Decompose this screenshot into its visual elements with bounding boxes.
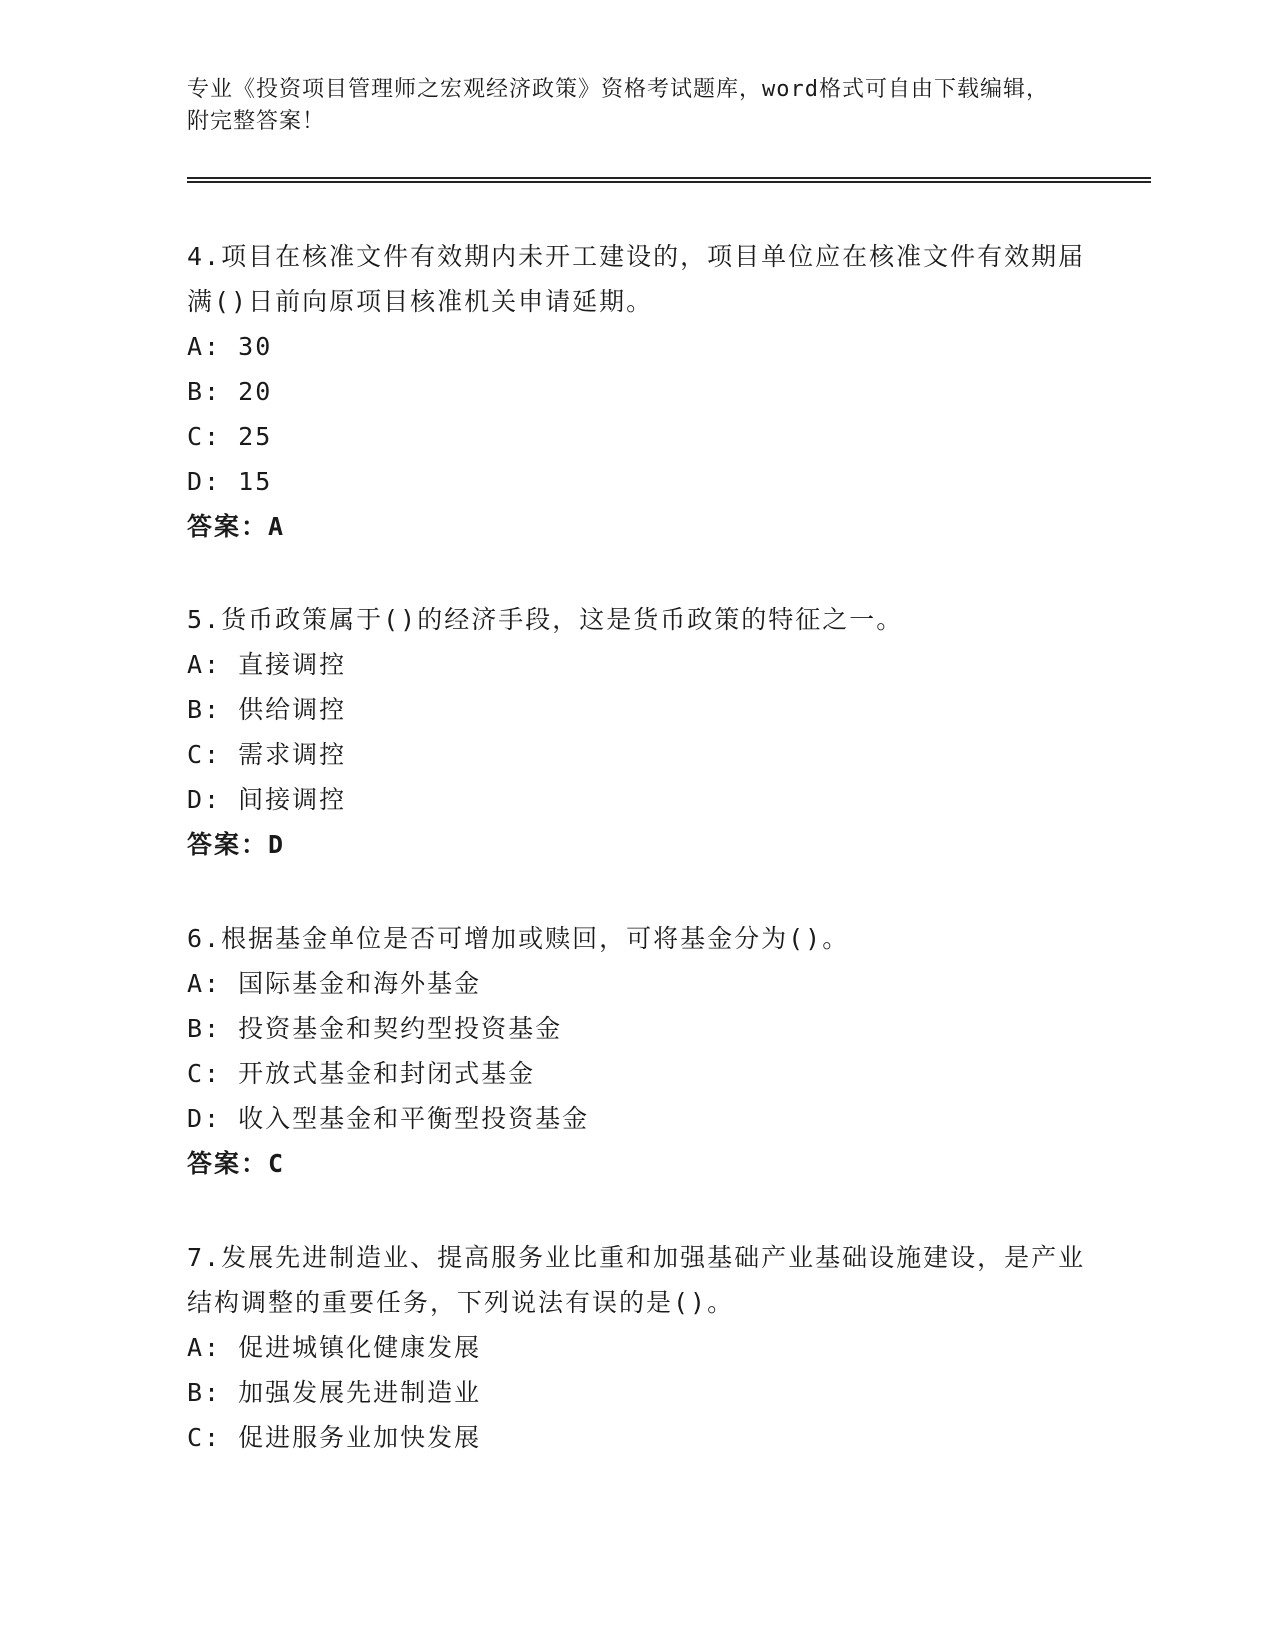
option-c: C: 25: [187, 422, 273, 451]
document-header: 专业《投资项目管理师之宏观经济政策》资格考试题库，word格式可自由下载编辑，附完整答案！: [187, 77, 1049, 134]
answer-line: 答案：D: [187, 830, 286, 859]
answer-line: 答案：C: [187, 1149, 286, 1178]
question-5: [187, 597, 1087, 867]
option-b: B: 供给调控: [187, 695, 347, 724]
option-a: A: 促进城镇化健康发展: [187, 1333, 482, 1362]
option-c: C: 需求调控: [187, 740, 347, 769]
question-stem: 7.发展先进制造业、提高服务业比重和加强基础产业基础设施建设，是产业结构调整的重要任务，下列说法有误的是()。: [187, 1243, 1086, 1317]
option-b: B: 投资基金和契约型投资基金: [187, 1014, 563, 1043]
question-7: [187, 1235, 1087, 1460]
option-d: D: 间接调控: [187, 785, 347, 814]
option-d: D: 收入型基金和平衡型投资基金: [187, 1104, 590, 1133]
option-b: B: 20: [187, 377, 273, 406]
option-c: C: 促进服务业加快发展: [187, 1423, 482, 1452]
option-b: B: 加强发展先进制造业: [187, 1378, 482, 1407]
answer-line: 答案：A: [187, 512, 286, 541]
header-divider: [187, 177, 1151, 183]
question-6: [187, 916, 1087, 1186]
option-d: D: 15: [187, 467, 273, 496]
question-stem: 4.项目在核准文件有效期内未开工建设的，项目单位应在核准文件有效期届满()日前向原项目核准机关申请延期。: [187, 242, 1086, 316]
option-a: A: 直接调控: [187, 650, 347, 679]
option-c: C: 开放式基金和封闭式基金: [187, 1059, 536, 1088]
option-a: A: 30: [187, 332, 273, 361]
question-4: [187, 234, 1087, 549]
question-stem: 6.根据基金单位是否可增加或赎回，可将基金分为()。: [187, 924, 850, 953]
question-stem: 5.货币政策属于()的经济手段，这是货币政策的特征之一。: [187, 605, 904, 634]
option-a: A: 国际基金和海外基金: [187, 969, 482, 998]
